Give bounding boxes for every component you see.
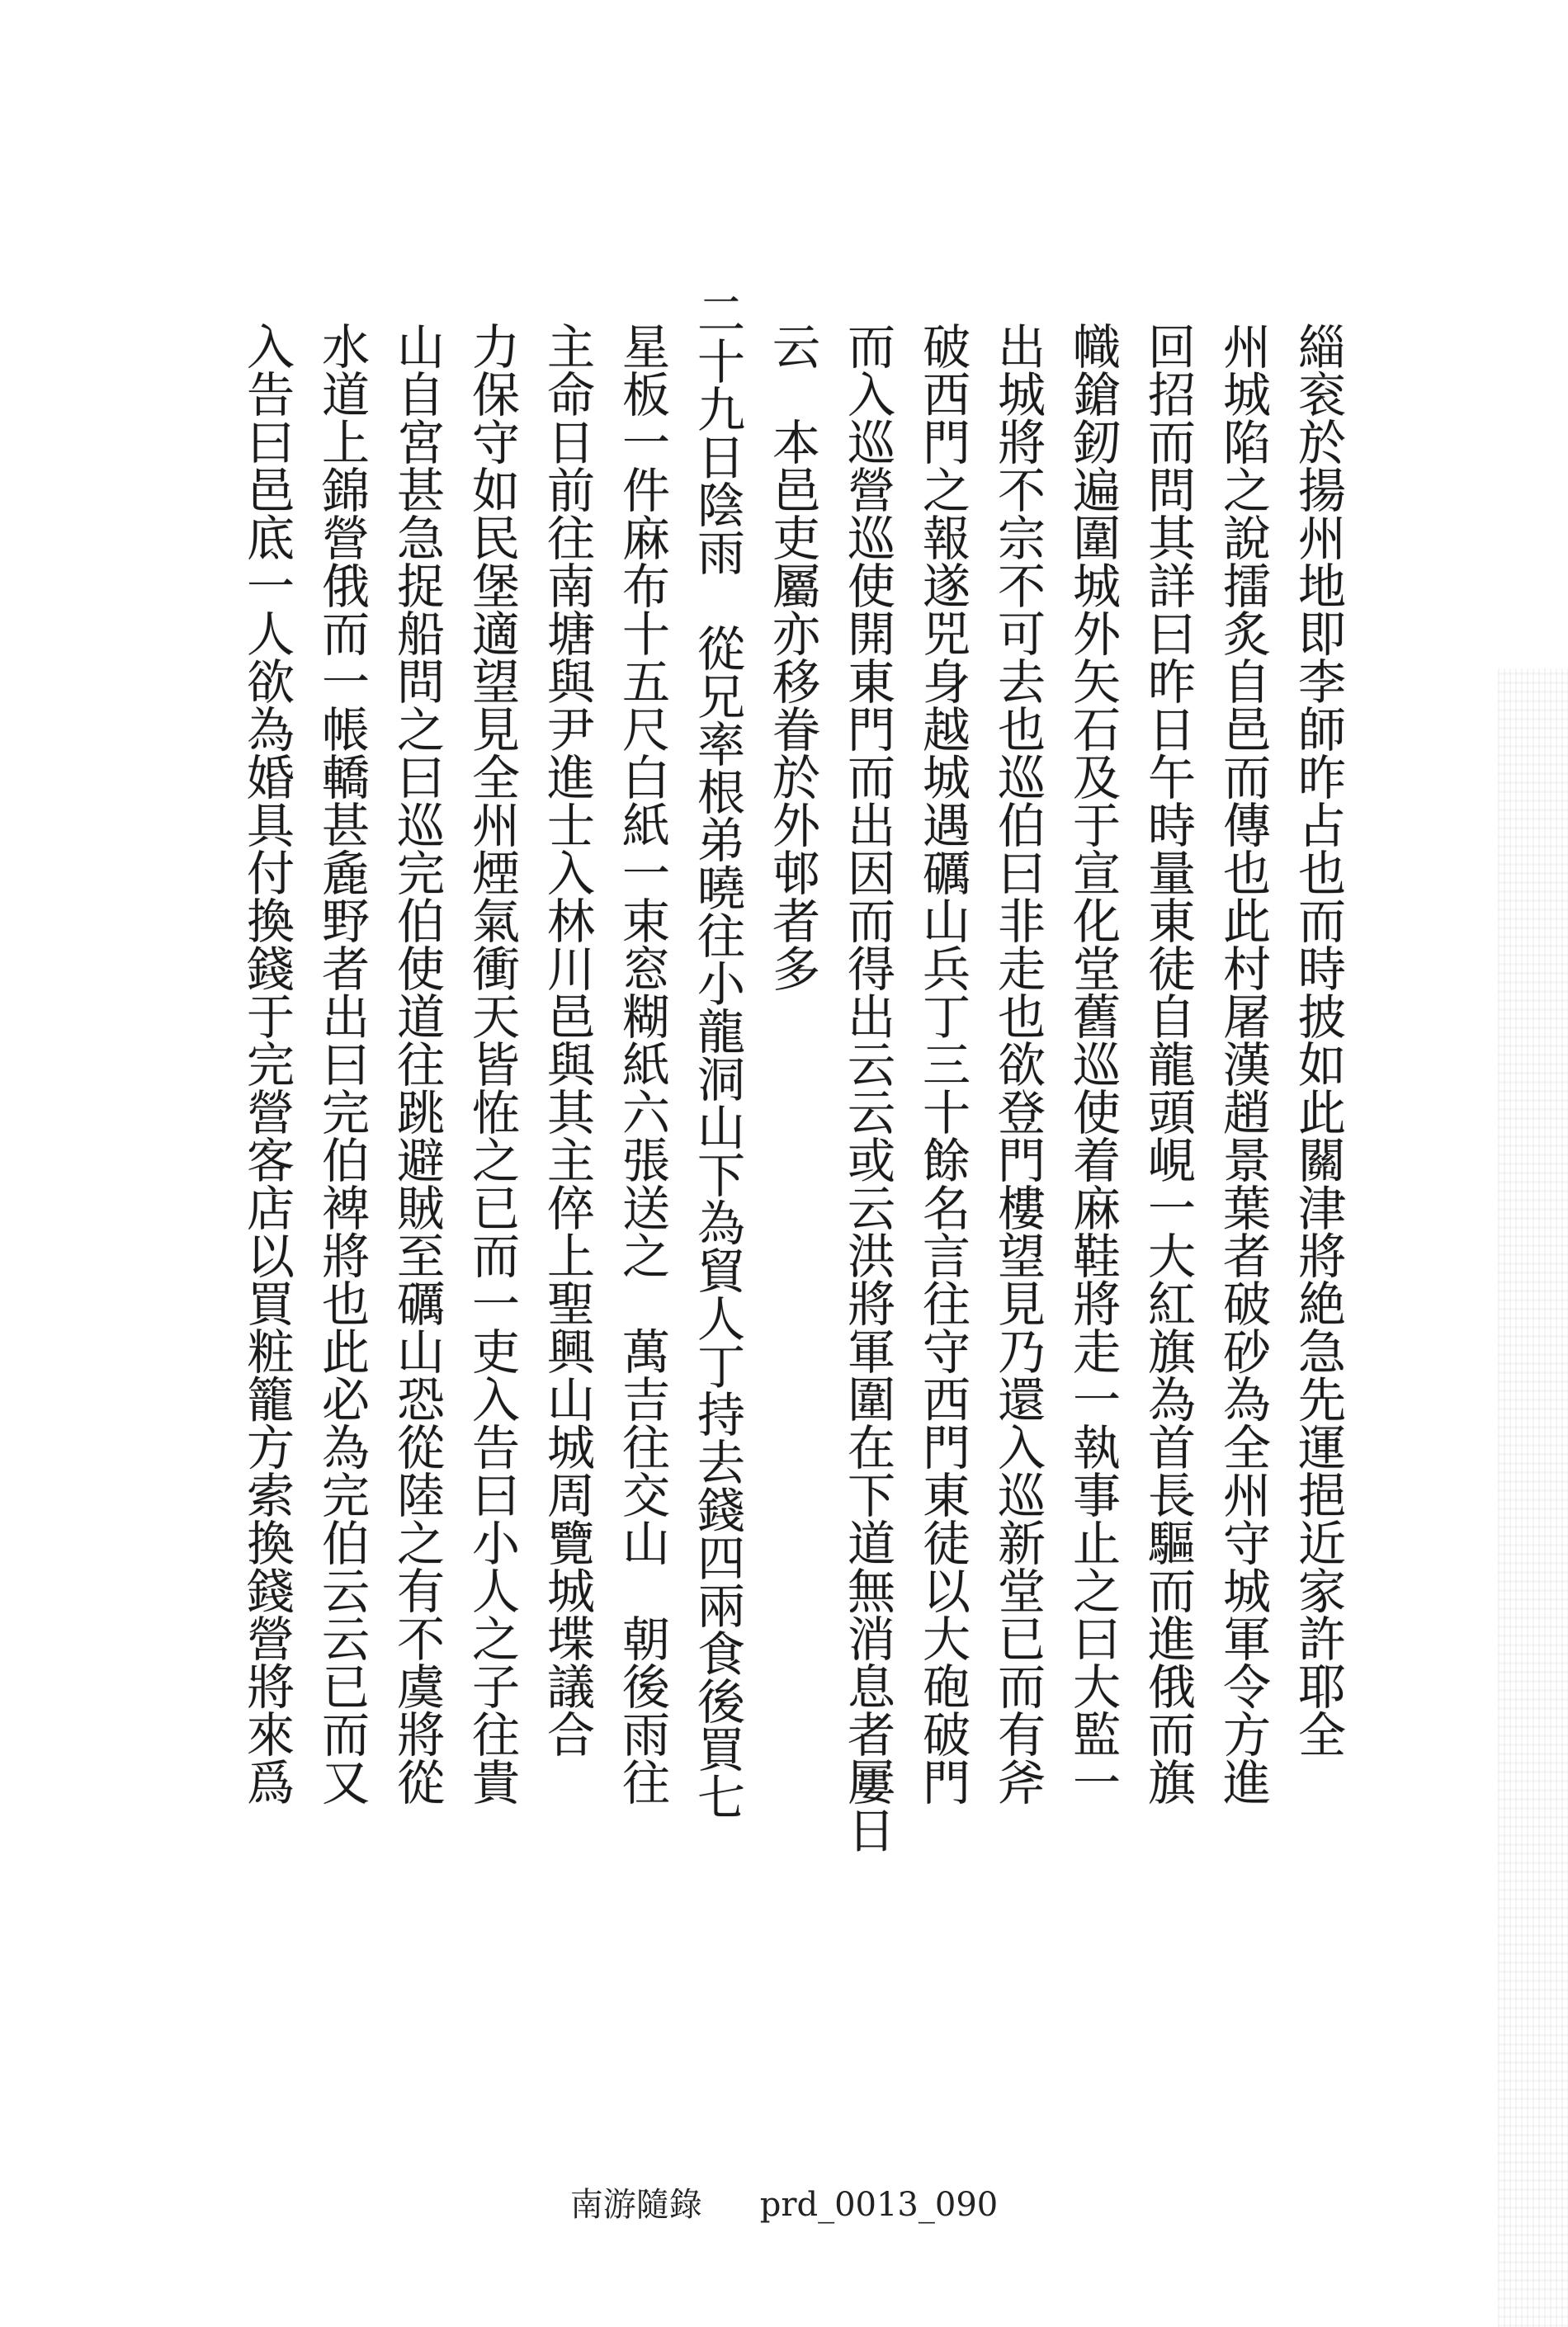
- text-column-7: 而入巡營巡使開東門而出因而得出云云或云洪將軍圍在下道無消息者屢日: [839, 322, 895, 1853]
- text-column-8: 云 本邑吏屬亦移眷於外邨者多: [764, 322, 820, 992]
- text-column-4: 幟鎗釰遍圍城外矢石及于宣化堂舊巡使着麻鞋將走一執事止之曰大監一: [1065, 322, 1121, 1805]
- text-column-10: 星板一件麻布十五尺白紙一束窓糊紙六張送之 萬吉往交山 朝後雨往: [614, 322, 670, 1805]
- text-column-14: 水道上錦營俄而一帳轎甚麁野者出曰完伯裨將也此必為完伯云云已而又: [314, 322, 370, 1805]
- book-title: 南游隨錄: [569, 2186, 702, 2224]
- text-column-2: 州城陷之說擂炙自邑而傳也此村屠漢趙景葉者破砂為全州守城軍令方進: [1215, 322, 1271, 1805]
- text-column-11: 主命日前往南塘與尹進士入林川邑與其主倅上聖興山城周覽城堞議合: [539, 322, 595, 1758]
- text-column-6: 破西門之報遂兕身越城遇礪山兵丁三十餘名言往守西門東徒以大砲破門: [914, 322, 971, 1805]
- text-column-9: 二十九日陰雨 從兄率根弟曉往小龍洞山下為貿人丁持去錢四兩食後買七: [689, 289, 745, 1820]
- text-block: [231, 289, 1353, 2030]
- scan-noise: [1498, 668, 1568, 2327]
- text-column-5: 出城將不宗不可去也巡伯曰非走也欲登門樓望見乃還入巡新堂已而有斧: [989, 322, 1046, 1805]
- text-column-12: 力保守如民堡適望見全州煙氣衝天皆恠之已而一吏入告曰小人之子往貴: [464, 322, 520, 1805]
- text-column-3: 回招而問其詳曰昨日午時量東徒自龍頭峴一大紅旗為首長驅而進俄而旗: [1140, 322, 1196, 1805]
- page-code: prd_0013_090: [759, 2186, 999, 2224]
- page-footer: [0, 2178, 1568, 2226]
- text-column-15: 入告曰邑底一人欲為婚具付換錢于完營客店以買粧籠方索換錢營將來爲: [239, 322, 295, 1805]
- text-column-13: 山自宮甚急捉船問之曰巡完伯使道往跳避賊至礪山恐從陸之有不虞將從: [389, 322, 445, 1805]
- text-column-1: 緇衮於揚州地即李師昨占也而時披如此關津將絶急先運挹近家許耶全: [1290, 322, 1346, 1758]
